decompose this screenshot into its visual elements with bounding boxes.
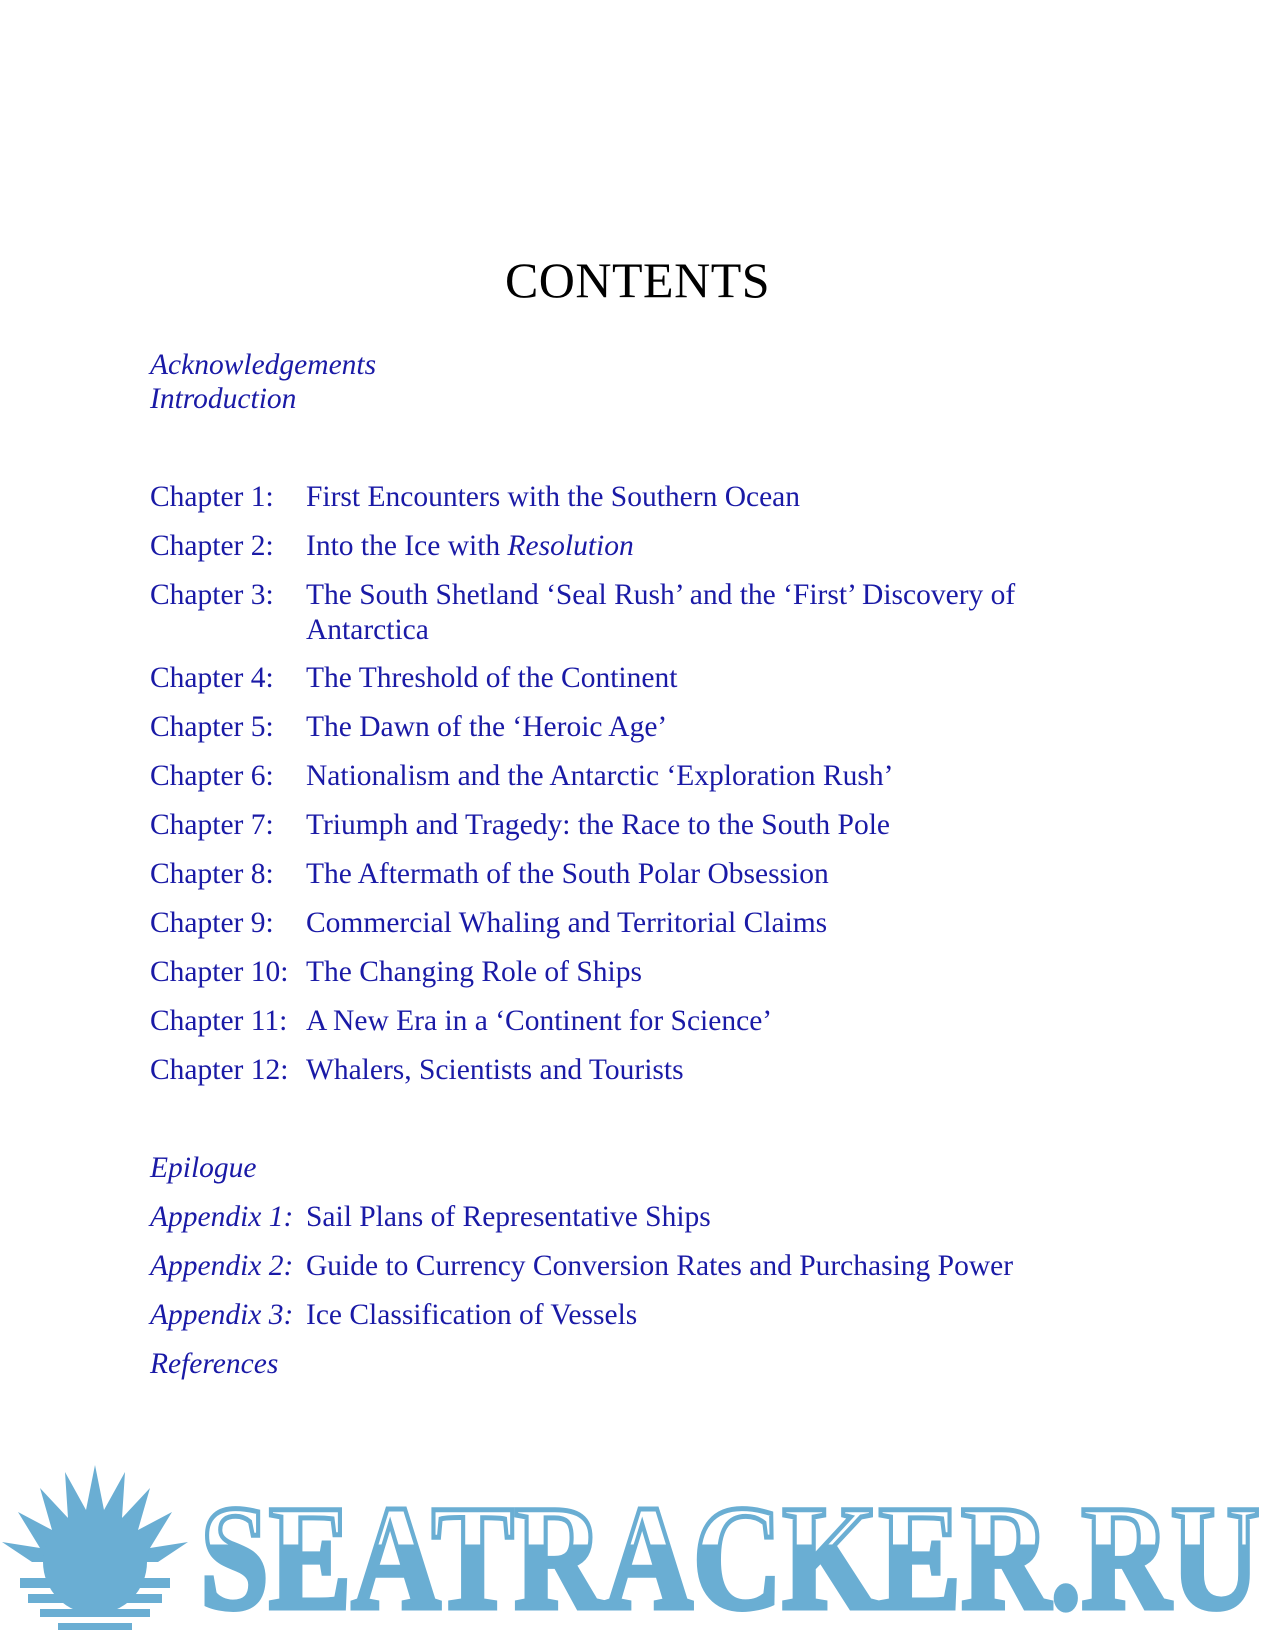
chapter-number: Chapter 2:	[150, 530, 274, 562]
chapter-number: Chapter 6:	[150, 760, 274, 792]
watermark	[0, 1460, 1275, 1650]
watermark-text: SEATRACKER.RU	[200, 1475, 1260, 1641]
appendix-number: Appendix 3:	[150, 1299, 294, 1331]
sun-logo-icon	[2, 1465, 188, 1630]
chapter-title	[306, 529, 1086, 564]
chapter-title: First Encounters with the Southern Ocean	[306, 481, 801, 513]
toc-link-epilogue[interactable]: Epilogue	[150, 1152, 257, 1184]
appendix-number: Appendix 2:	[150, 1250, 294, 1282]
chapter-title: The Aftermath of the South Polar Obsession	[306, 858, 829, 890]
appendix-title: Guide to Currency Conversion Rates and Purchasing Power	[306, 1250, 1014, 1282]
toc-link-introduction[interactable]: Introduction	[150, 383, 297, 415]
chapter-number: Chapter 10:	[150, 956, 289, 988]
chapter-number: Chapter 4:	[150, 662, 274, 694]
chapter-title: Triumph and Tragedy: the Race to the South Pole	[306, 809, 890, 841]
appendix-number: Appendix 1:	[150, 1201, 294, 1233]
ship-name-italic: Resolution	[507, 530, 634, 562]
chapter-title: The Dawn of the ‘Heroic Age’	[306, 711, 668, 743]
chapter-number: Chapter 11:	[150, 1005, 288, 1037]
chapter-number: Chapter 12:	[150, 1054, 289, 1086]
chapter-title: The Threshold of the Continent	[306, 662, 678, 694]
chapter-title: The Changing Role of Ships	[306, 956, 642, 988]
chapter-number: Chapter 8:	[150, 858, 274, 890]
chapter-title-plain: Into the Ice with	[306, 530, 508, 562]
toc-link-references[interactable]: References	[150, 1348, 279, 1380]
appendix-title: Ice Classification of Vessels	[306, 1299, 638, 1331]
chapter-number: Chapter 3:	[150, 579, 274, 611]
toc-link-acknowledgements[interactable]: Acknowledgements	[150, 349, 377, 381]
appendix-title: Sail Plans of Representative Ships	[306, 1201, 711, 1233]
chapter-title: Commercial Whaling and Territorial Claims	[306, 907, 828, 939]
page-title: CONTENTS	[504, 252, 771, 308]
chapter-number: Chapter 5:	[150, 711, 274, 743]
chapter-number: Chapter 7:	[150, 809, 274, 841]
chapter-title: A New Era in a ‘Continent for Science’	[306, 1005, 773, 1037]
chapter-number: Chapter 9:	[150, 907, 274, 939]
chapter-title: The South Shetland ‘Seal Rush’ and the ‘First’ Discovery of Antarctica	[306, 579, 1016, 646]
chapter-title: Whalers, Scientists and Tourists	[306, 1054, 684, 1086]
chapter-number: Chapter 1:	[150, 481, 274, 513]
chapter-title: Nationalism and the Antarctic ‘Exploration Rush’	[306, 760, 894, 792]
